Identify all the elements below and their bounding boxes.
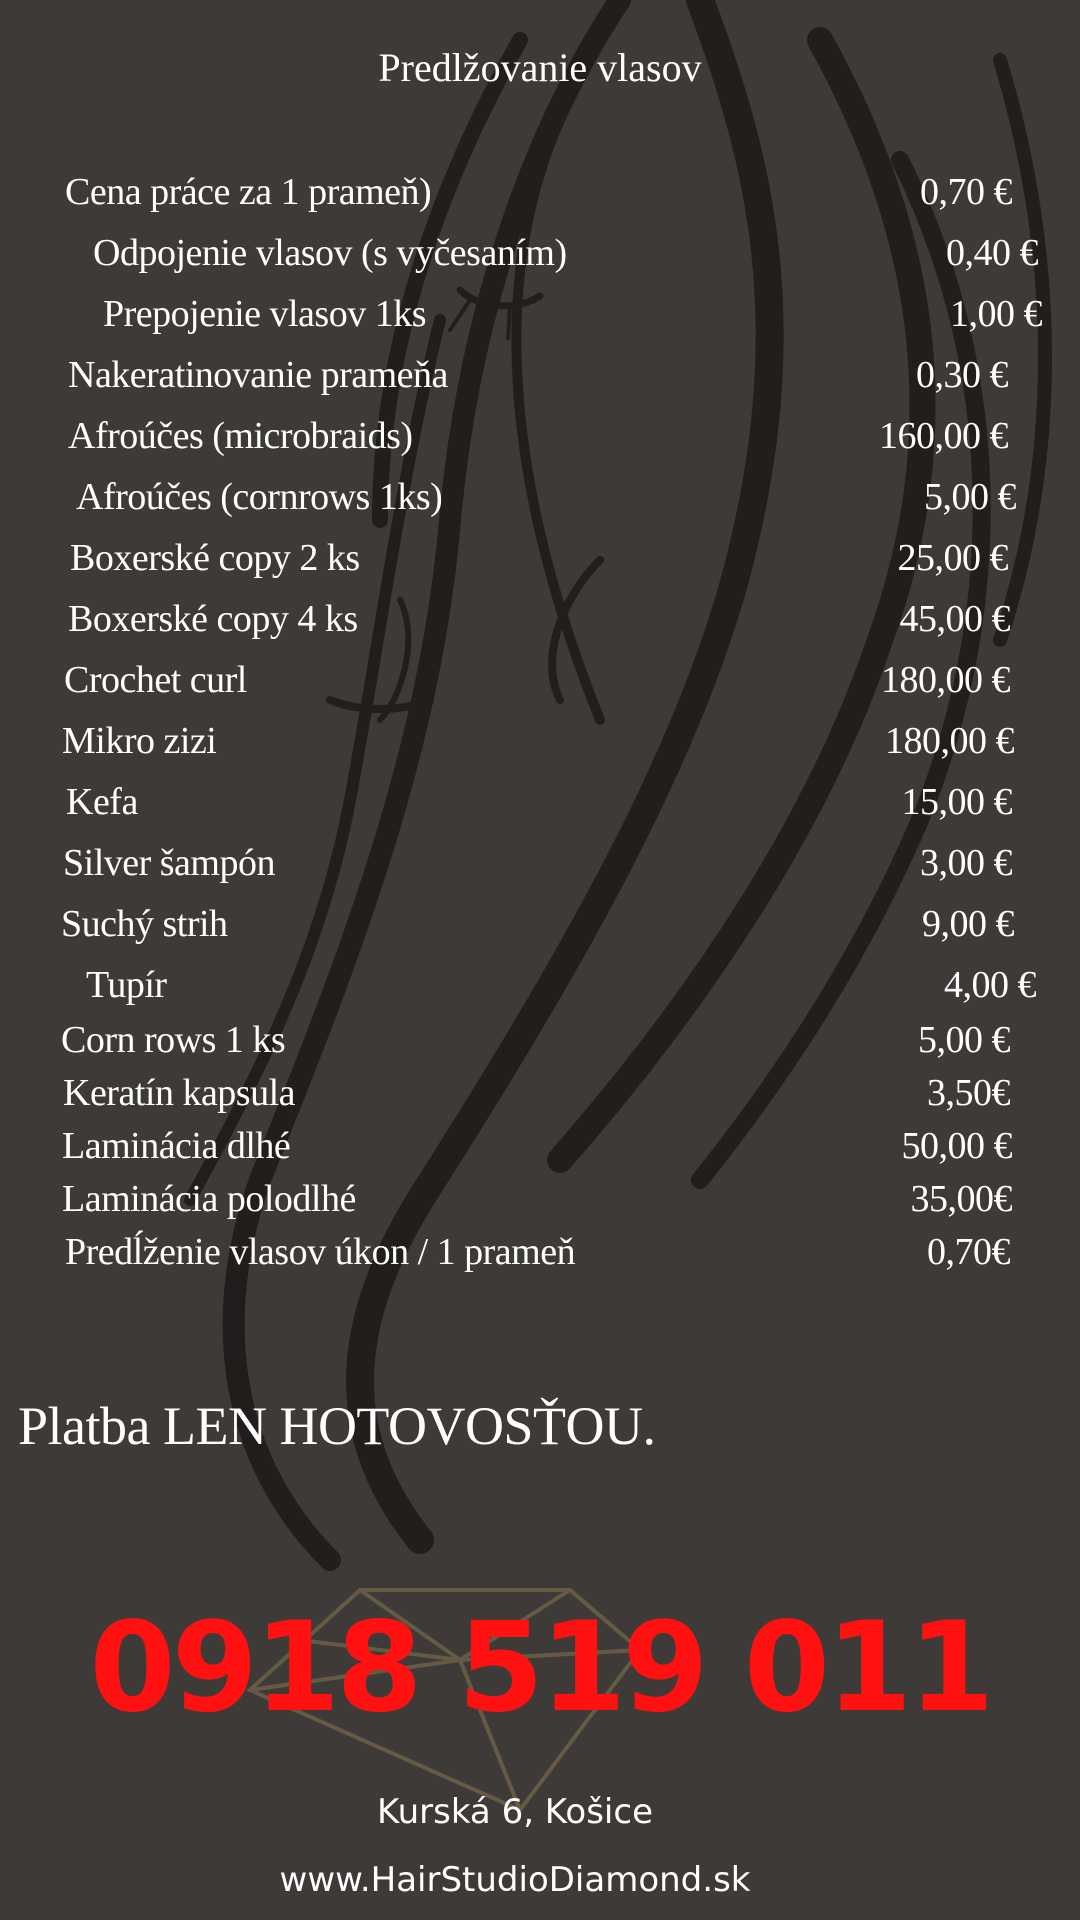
service-name: Kefa (66, 781, 138, 823)
service-name: Prepojenie vlasov 1ks (103, 293, 427, 335)
service-name: Tupír (86, 964, 167, 1006)
service-price: 160,00 € (879, 415, 1008, 457)
service-price: 50,00 € (901, 1125, 1012, 1167)
service-name: Laminácia dlhé (62, 1125, 291, 1167)
list-item (0, 1177, 1080, 1225)
service-name: Nakeratinovanie prameňa (68, 354, 448, 396)
list-item (0, 536, 1080, 584)
list-item (0, 414, 1080, 462)
service-price: 0,70€ (927, 1231, 1010, 1273)
list-item (0, 1071, 1080, 1119)
service-name: Suchý strih (61, 903, 228, 945)
address: Kurská 6, Košice (376, 1792, 653, 1832)
service-name: Predĺženie vlasov úkon / 1 prameň (65, 1231, 576, 1273)
list-item (0, 1124, 1080, 1172)
service-price: 5,00 € (924, 476, 1016, 518)
website-link[interactable]: www.HairStudioDiamond.sk (279, 1860, 751, 1900)
phone-number[interactable]: 0918 519 011 (89, 1596, 991, 1740)
service-name: Odpojenie vlasov (s vyčesaním) (93, 232, 567, 274)
service-price: 35,00€ (910, 1178, 1012, 1220)
list-item (0, 292, 1080, 340)
list-item (0, 170, 1080, 218)
list-item (0, 475, 1080, 523)
service-price: 180,00 € (881, 659, 1010, 701)
service-price: 15,00 € (901, 781, 1012, 823)
service-price: 4,00 € (944, 964, 1036, 1006)
payment-note: Platba LEN HOTOVOSŤOU. (18, 1396, 656, 1456)
service-price: 45,00 € (899, 598, 1010, 640)
list-item (0, 780, 1080, 828)
list-item (0, 1230, 1080, 1278)
page-title: Predlžovanie vlasov (378, 45, 702, 90)
service-price: 9,00 € (922, 903, 1014, 945)
list-item (0, 597, 1080, 645)
service-price: 3,00 € (920, 842, 1012, 884)
service-price: 180,00 € (885, 720, 1014, 762)
service-name: Afroúčes (cornrows 1ks) (76, 476, 443, 518)
list-item (0, 963, 1080, 1011)
service-price: 0,40 € (946, 232, 1038, 274)
service-name: Cena práce za 1 prameň) (65, 171, 432, 213)
service-name: Corn rows 1 ks (61, 1019, 286, 1061)
service-price: 0,70 € (920, 171, 1012, 213)
service-name: Boxerské copy 4 ks (68, 598, 358, 640)
list-item (0, 353, 1080, 401)
service-price: 3,50€ (927, 1072, 1010, 1114)
service-name: Boxerské copy 2 ks (70, 537, 360, 579)
service-price: 0,30 € (916, 354, 1008, 396)
service-name: Laminácia polodlhé (62, 1178, 356, 1220)
service-name: Afroúčes (microbraids) (68, 415, 413, 457)
list-item (0, 658, 1080, 706)
list-item (0, 841, 1080, 889)
service-name: Crochet curl (64, 659, 247, 701)
list-item (0, 902, 1080, 950)
service-name: Silver šampón (63, 842, 275, 884)
service-name: Keratín kapsula (63, 1072, 296, 1114)
service-name: Mikro zizi (62, 720, 217, 762)
list-item (0, 719, 1080, 767)
list-item (0, 1018, 1080, 1066)
service-price: 5,00 € (918, 1019, 1010, 1061)
service-price: 25,00 € (897, 537, 1008, 579)
service-price: 1,00 € (950, 293, 1042, 335)
list-item (0, 231, 1080, 279)
